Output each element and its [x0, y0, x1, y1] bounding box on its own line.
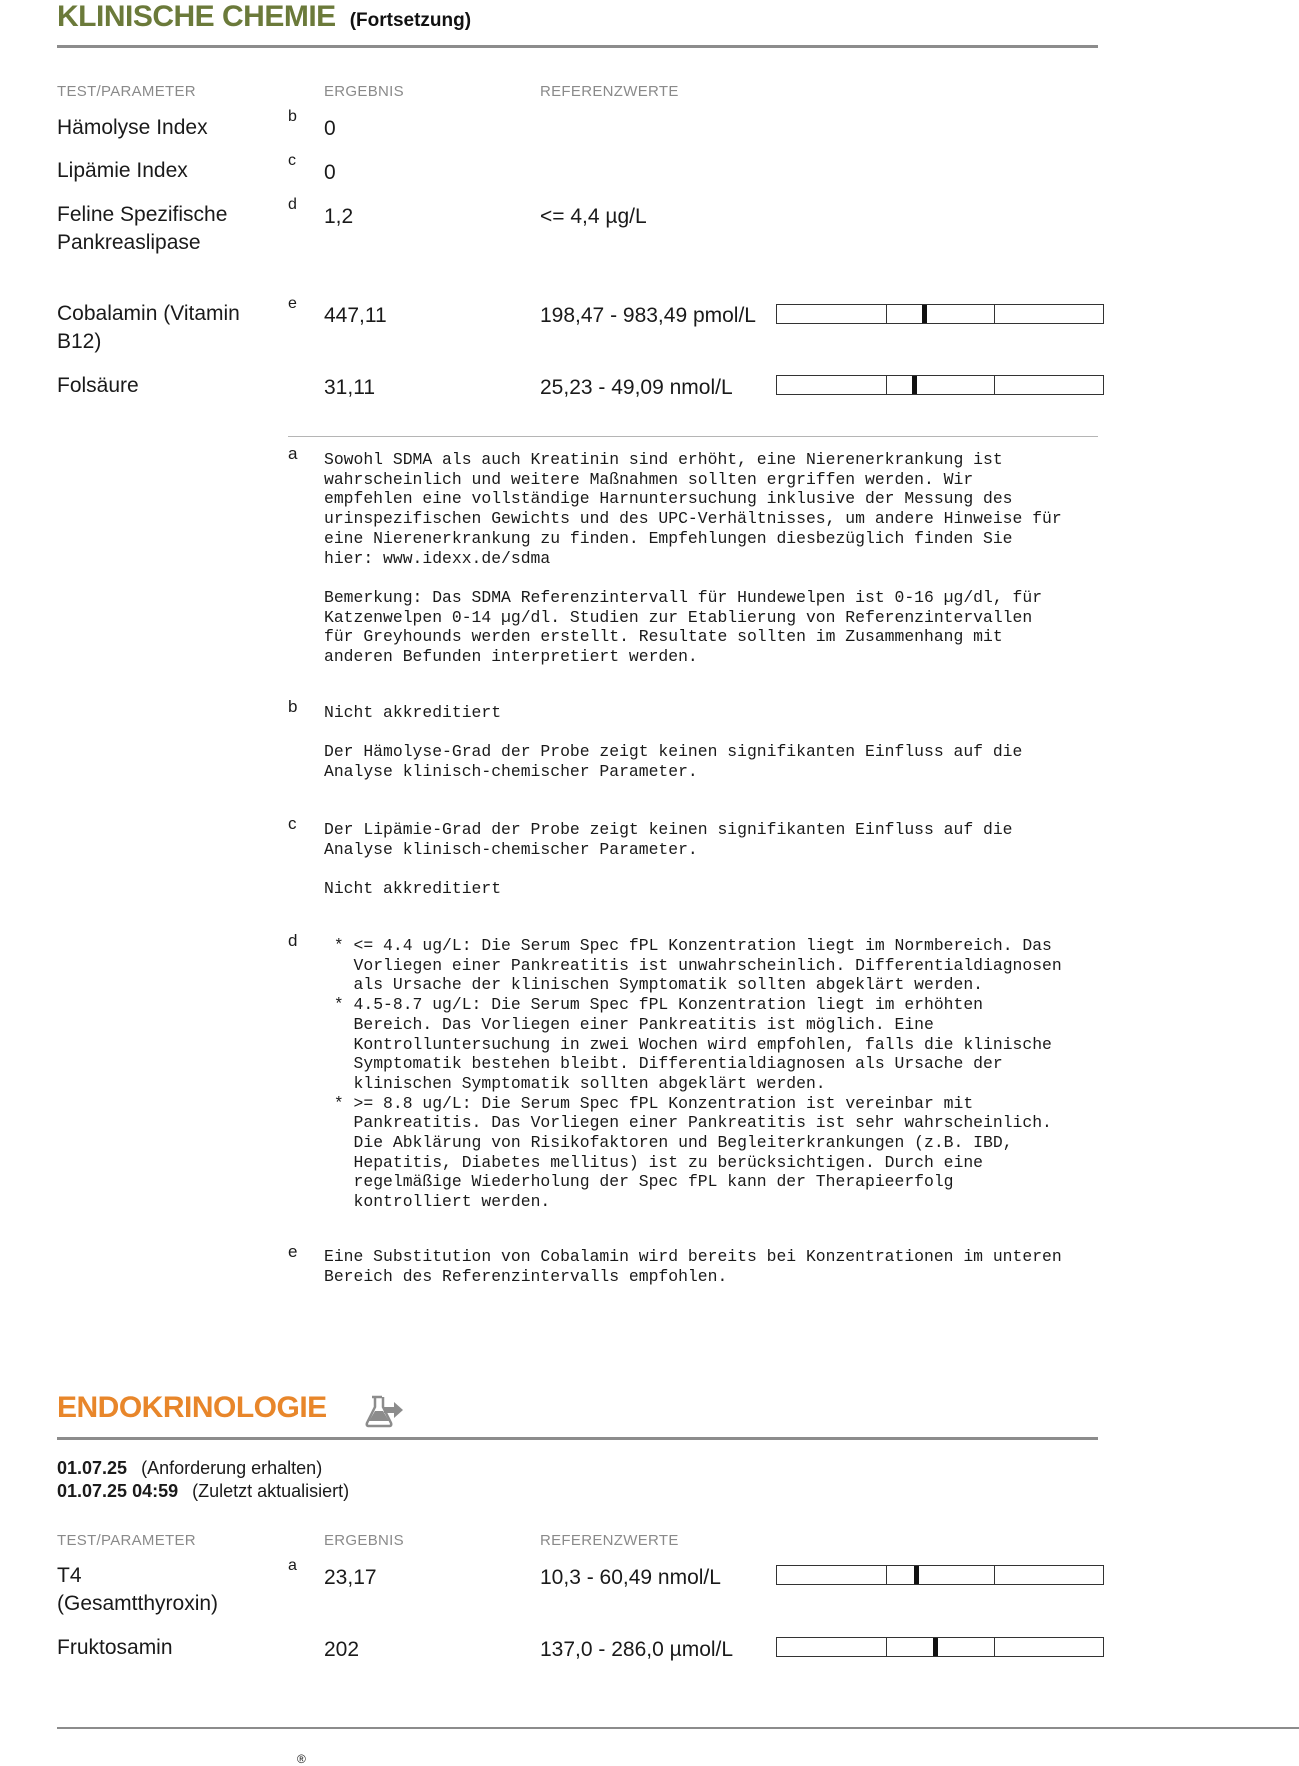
- range-indicator-bar: [776, 304, 1104, 324]
- column-header-result: ERGEBNIS: [324, 1532, 404, 1549]
- date-value: 01.07.25 04:59: [57, 1481, 179, 1501]
- param-name: Lipämie Index: [57, 159, 188, 182]
- bar-divider: [994, 305, 995, 323]
- note-text: * <= 4.4 ug/L: Die Serum Spec fPL Konzentration liegt im Normbereich. Das Vorliegen einer Pankreatitis ist unwahrscheinlich. Differentialdiagnosen als Ursache der klinischen Symptomatik sollten abgeklärt werden. * 4.5-8.7 ug/L: Die Serum Spec fPL Konzentration liegt im erhöhten Bereich. Das Vorliegen einer Pankreatitis ist möglich. Eine Kontrolluntersuchung in zwei Wochen wird empfohlen, falls die klinische Symptomatik bestehen bleibt. Differentialdiagnosen als Ursache der klinischen Symptomatik sollten abgeklärt werden. * >= 8.8 ug/L: Die Serum Spec fPL Konzentration ist vereinbar mit Pankreatitis. Das Vorliegen einer Pankreatitis ist sehr wahrscheinlich. Die Abklärung von Risikofaktoren und Begleiterkrankungen (z.B. IBD, Hepatitis, Diabetes mellitus) ist zu berücksichtigen. Durch eine regelmäßige Wiederholung der Spec fPL kann der Therapieerfolg kontrolliert werden.: [333, 936, 1062, 1212]
- note-text: Eine Substitution von Cobalamin wird bereits bei Konzentrationen im unteren Bereich des Referenzintervalls empfohlen.: [324, 1247, 1062, 1286]
- footer-divider: [57, 1727, 1299, 1729]
- param-name: Feline Spezifische Pankreaslipase: [57, 203, 228, 254]
- footer-registered-mark: ®: [297, 1752, 306, 1766]
- reference-range: 198,47 - 983,49 pmol/L: [540, 304, 756, 327]
- result-marker: [912, 376, 917, 394]
- note-letter: b: [288, 697, 298, 716]
- param-name: Hämolyse Index: [57, 116, 208, 139]
- note-letter: a: [288, 444, 298, 463]
- footnote-marker: c: [288, 152, 296, 169]
- bar-divider: [886, 1638, 887, 1656]
- column-header-param: TEST/PARAMETER: [57, 83, 196, 100]
- footnote-marker: e: [288, 295, 297, 312]
- reference-range: 137,0 - 286,0 µmol/L: [540, 1638, 734, 1661]
- note-text: Sowohl SDMA als auch Kreatinin sind erhöht, eine Nierenerkrankung ist wahrscheinlich und weitere Maßnahmen sollten ergriffen werden. Wir empfehlen eine vollständige Harnuntersuchung inklusive der Messung des urinspezifischen Gewichts und des UPC-Verhältnisses, um andere Hinweise für eine Nierenerkrankung zu finden. Empfehlungen diesbezüglich finden Sie hier: www.idexx.de/sdma Bemerkung: Das SDMA Referenzintervall für Hundewelpen ist 0-16 µg/dl, für Katzenwelpen 0-14 µg/dl. Studien zur Etablierung von Referenzintervallen für Greyhounds werden erstellt. Resultate sollten im Zusammenhang mit anderen Befunden interpretiert werden.: [324, 450, 1062, 667]
- result-value: 202: [324, 1638, 360, 1661]
- param-name: Fruktosamin: [57, 1636, 173, 1659]
- date-received: [57, 1458, 322, 1479]
- result-value: 0: [324, 161, 336, 184]
- section-title-text: KLINISCHE CHEMIE: [57, 0, 336, 33]
- note-letter: c: [288, 814, 297, 833]
- column-header-result: ERGEBNIS: [324, 83, 404, 100]
- note-letter: d: [288, 931, 298, 950]
- column-header-reference: REFERENZWERTE: [540, 1532, 679, 1549]
- section-title-text: ENDOKRINOLOGIE: [57, 1391, 327, 1424]
- date-label: (Anforderung erhalten): [141, 1458, 323, 1478]
- result-marker: [922, 305, 927, 323]
- bar-divider: [994, 376, 995, 394]
- range-indicator-bar: [776, 375, 1104, 395]
- section-title-endocrinology: [57, 1391, 327, 1425]
- bar-divider: [994, 1638, 995, 1656]
- reference-range: 25,23 - 49,09 nmol/L: [540, 376, 733, 399]
- param-name: Cobalamin (Vitamin B12): [57, 302, 240, 353]
- note-letter: e: [288, 1242, 298, 1261]
- result-value: 31,11: [324, 376, 375, 399]
- param-name: Folsäure: [57, 374, 139, 397]
- notes-divider: [288, 436, 1098, 437]
- result-value: 1,2: [324, 205, 354, 228]
- reference-range: <= 4,4 µg/L: [540, 205, 647, 228]
- section-subtitle: (Fortsetzung): [349, 10, 472, 31]
- range-indicator-bar: [776, 1565, 1104, 1585]
- result-value: 23,17: [324, 1566, 377, 1589]
- date-label: (Zuletzt aktualisiert): [192, 1481, 350, 1501]
- lab-flask-arrow-icon: [364, 1393, 404, 1429]
- bar-divider: [886, 305, 887, 323]
- bar-divider: [886, 1566, 887, 1584]
- section-title-clinical-chemistry: [57, 0, 471, 34]
- range-indicator-bar: [776, 1637, 1104, 1657]
- note-text: Der Lipämie-Grad der Probe zeigt keinen signifikanten Einfluss auf die Analyse klinisch-chemischer Parameter. Nicht akkreditiert: [324, 820, 1013, 899]
- result-marker: [914, 1566, 919, 1584]
- column-header-reference: REFERENZWERTE: [540, 83, 679, 100]
- bar-divider: [886, 376, 887, 394]
- footnote-marker: d: [288, 196, 297, 213]
- footnote-marker: a: [288, 1557, 297, 1574]
- section-divider: [57, 45, 1098, 48]
- bar-divider: [994, 1566, 995, 1584]
- footnote-marker: b: [288, 108, 297, 125]
- result-marker: [933, 1638, 938, 1656]
- date-updated: [57, 1481, 349, 1502]
- param-name: T4 (Gesamtthyroxin): [57, 1564, 219, 1615]
- section-divider: [57, 1437, 1098, 1440]
- note-text: Nicht akkreditiert Der Hämolyse-Grad der Probe zeigt keinen signifikanten Einfluss auf die Analyse klinisch-chemischer Parameter.: [324, 703, 1023, 782]
- column-header-param: TEST/PARAMETER: [57, 1532, 196, 1549]
- result-value: 447,11: [324, 304, 387, 327]
- reference-range: 10,3 - 60,49 nmol/L: [540, 1566, 721, 1589]
- date-value: 01.07.25: [57, 1458, 128, 1478]
- result-value: 0: [324, 117, 336, 140]
